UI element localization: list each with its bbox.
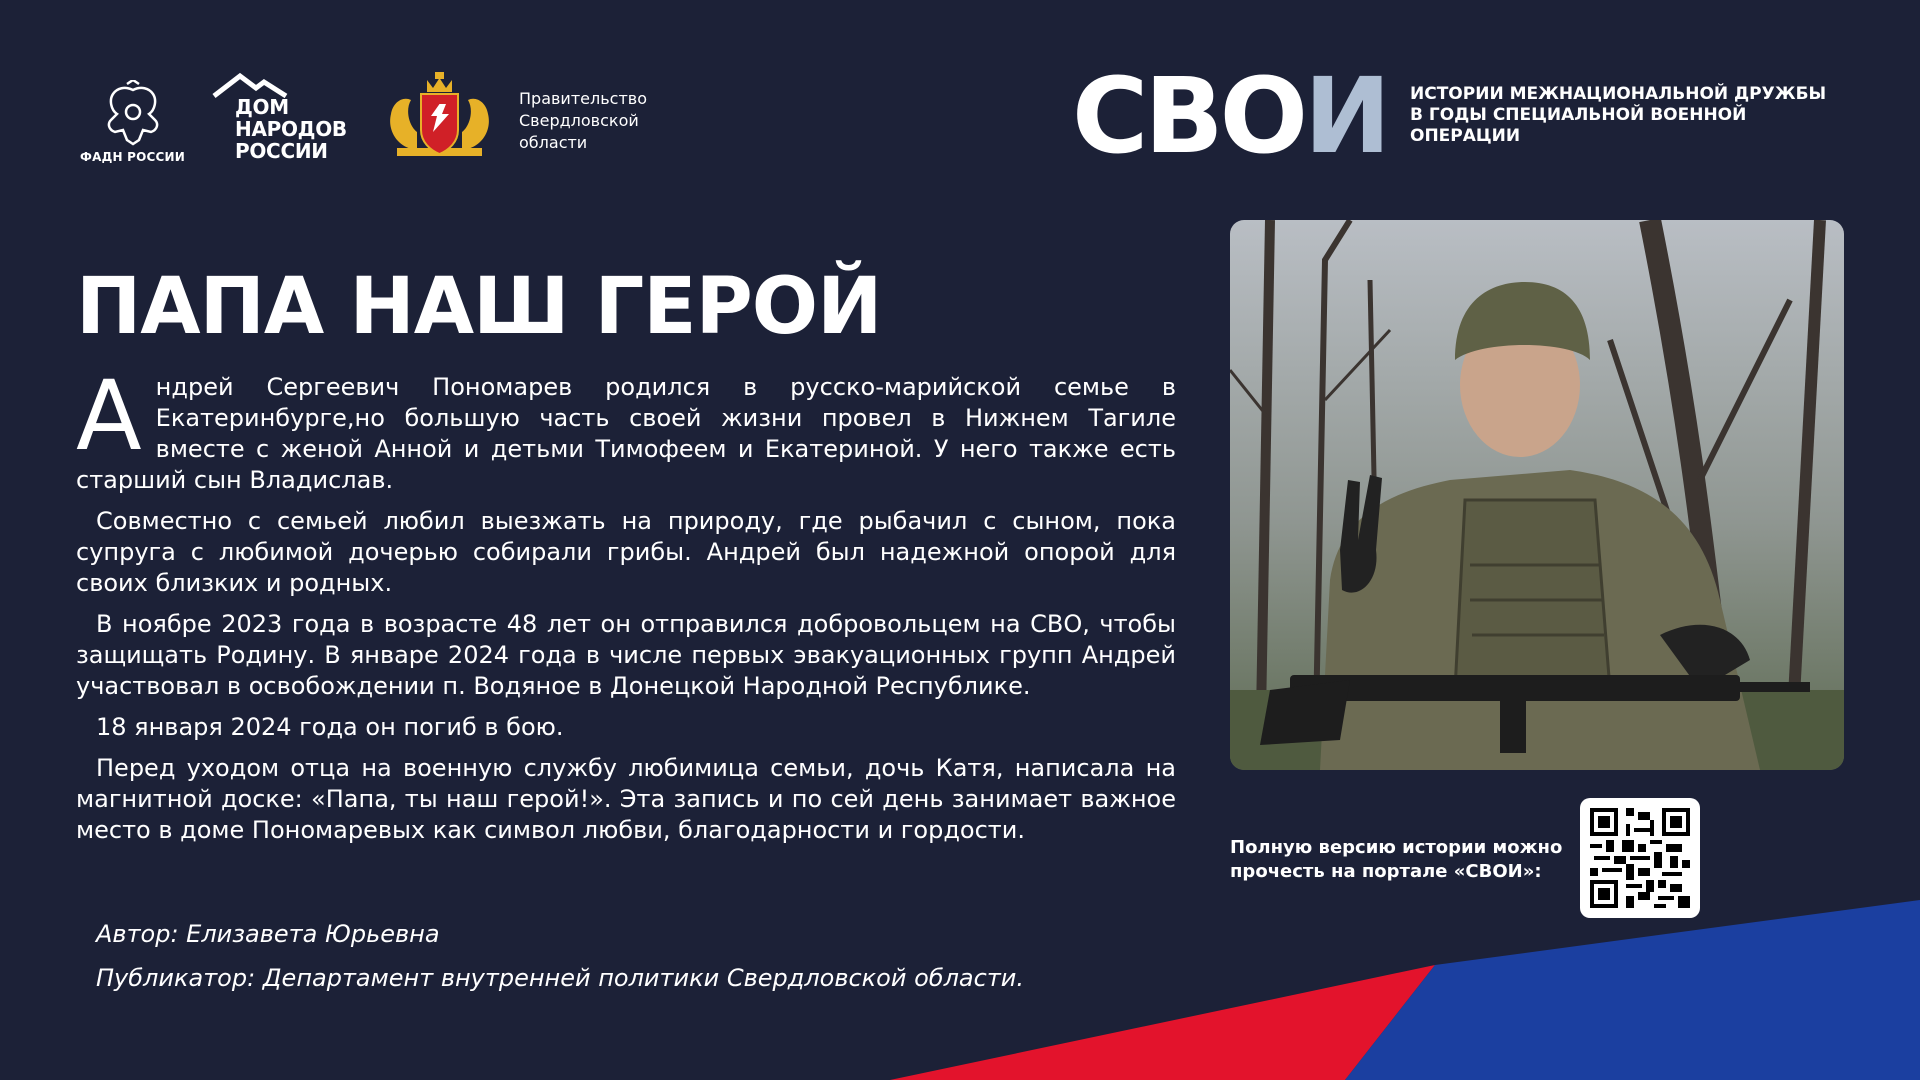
fadn-label: ФАДН РОССИИ xyxy=(80,150,185,164)
svoi-tagline xyxy=(1410,84,1826,147)
qr-code-icon xyxy=(1590,808,1690,908)
qr-note-line-2: прочесть на портале «СВОИ»: xyxy=(1230,861,1542,882)
gov-line-3: области xyxy=(519,133,588,152)
drop-cap: А xyxy=(76,360,142,472)
svoi-tagline-line-2: В ГОДЫ СПЕЦИАЛЬНОЙ ВОЕННОЙ xyxy=(1410,105,1747,125)
dom-line-3: РОССИИ xyxy=(235,139,328,163)
fadn-logo xyxy=(80,80,185,170)
soldier-photo xyxy=(1230,220,1844,770)
publisher-credit: Публикатор: Департамент внутренней политики Свердловской области. xyxy=(96,964,1025,992)
double-headed-eagle-icon xyxy=(97,80,169,148)
svoi-logo xyxy=(1072,55,1388,177)
gov-line-1: Правительство xyxy=(519,89,647,108)
story-paragraph-1-text: ндрей Сергеевич Пономарев родился в русско-марийской семье в Екатеринбурге,но большую часть своей жизни провел в Нижнем Тагиле вместе с женой Анной и детьми Тимофеем и Екатериной. У него также есть старший сын Владислав. xyxy=(76,373,1176,494)
qr-code[interactable] xyxy=(1580,798,1700,918)
story-paragraph-5: Перед уходом отца на военную службу любимица семьи, дочь Катя, написала на магнитной доске: «Папа, ты наш герой!». Эта запись и по сей день занимает важное место в доме Пономаревых как символ любви, благодарности и гордости. xyxy=(76,754,1176,844)
blue-stripe xyxy=(1345,900,1920,1080)
qr-note-line-1: Полную версию истории можно xyxy=(1230,837,1563,858)
svoi-tagline-line-3: ОПЕРАЦИИ xyxy=(1410,126,1521,146)
dom-narodov-logo xyxy=(210,72,347,172)
story-paragraph-1 xyxy=(76,360,1176,496)
author-credit: Автор: Елизавета Юрьевна xyxy=(96,920,440,948)
dom-line-1: ДОМ xyxy=(235,95,289,119)
soldier-photo-illustration xyxy=(1230,220,1844,770)
page-title: ПАПА НАШ ГЕРОЙ xyxy=(76,262,882,352)
gov-text xyxy=(519,88,647,154)
dom-line-2: НАРОДОВ xyxy=(235,117,347,141)
story-paragraph-3: В ноябре 2023 года в возрасте 48 лет он отправился добровольцем на СВО, чтобы защищать Родину. В январе 2024 года в числе первых эвакуационных групп Андрей участвовал в освобождении п. Водяное в Донецкой Народной Республике. xyxy=(76,610,1176,700)
svoi-logo-accent: И xyxy=(1304,55,1388,177)
story-text xyxy=(76,360,1176,856)
svoi-logo-main: СВО xyxy=(1072,55,1305,177)
gov-line-2: Свердловской xyxy=(519,111,639,130)
story-paragraph-4: 18 января 2024 года он погиб в бою. xyxy=(96,713,564,741)
coat-of-arms-icon xyxy=(377,70,502,162)
qr-note xyxy=(1230,836,1562,884)
credits xyxy=(96,912,1024,1000)
svoi-logo-text xyxy=(1072,55,1388,177)
svoi-tagline-line-1: ИСТОРИИ МЕЖНАЦИОНАЛЬНОЙ ДРУЖБЫ xyxy=(1410,84,1827,104)
story-paragraph-2: Совместно с семьей любил выезжать на природу, где рыбачил с сыном, пока супруга с любимой дочерью собирали грибы. Андрей был надежной опорой для своих близких и родных. xyxy=(76,507,1176,597)
